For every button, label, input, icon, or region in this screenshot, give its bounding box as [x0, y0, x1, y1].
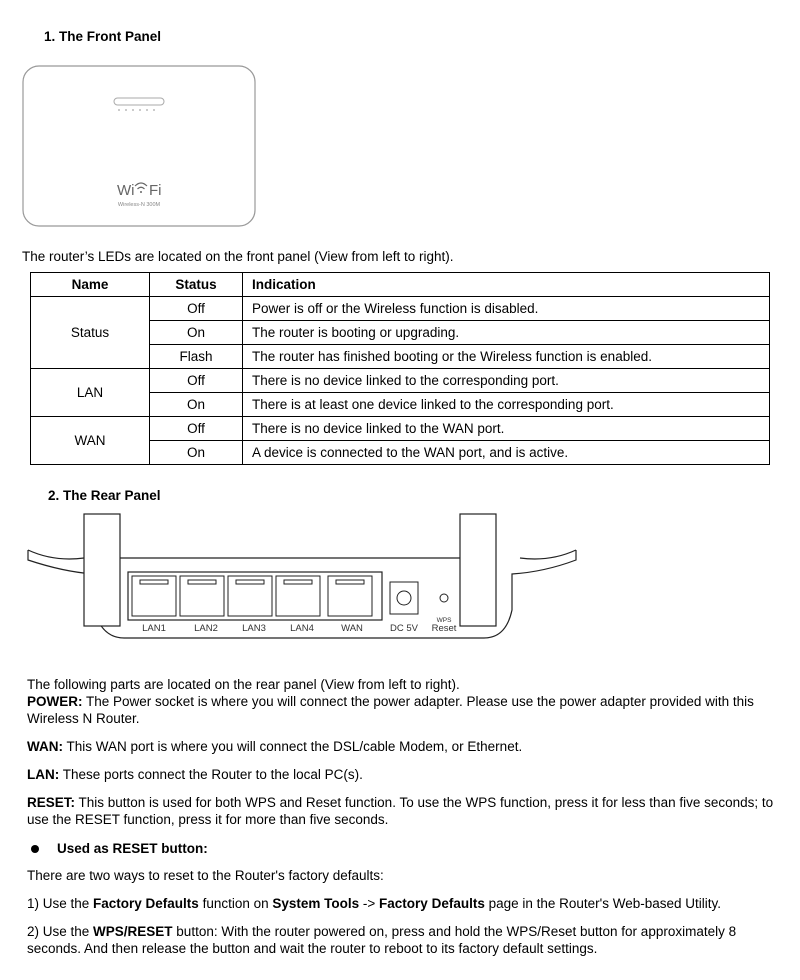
table-row [31, 297, 770, 321]
reset-desc: This button is used for both WPS and Reset function. To use the WPS function, press it for less than five seconds; to use the RESET function, press it for more than five seconds. [27, 795, 774, 827]
reset-label: Reset [431, 623, 457, 634]
wan-description [27, 738, 777, 755]
port-label-lan4: LAN4 [290, 623, 314, 634]
header-indication: Indication [243, 273, 770, 297]
table-row [31, 417, 770, 441]
led-indication-cell: The router is booting or upgrading. [243, 321, 770, 345]
reset-method-2: 2) Use the WPS/RESET button: With the router powered on, press and hold the WPS/Reset button for approximately 8 seconds. And then release the button and wait the router to reboot to its factory default settings. [27, 924, 737, 956]
wan-desc: This WAN port is where you will connect the DSL/cable Modem, or Ethernet. [63, 739, 523, 754]
led-status-cell: Flash [150, 345, 243, 369]
lan-term: LAN: [27, 767, 60, 782]
led-status-cell: On [150, 321, 243, 345]
led-status-cell: Off [150, 369, 243, 393]
rear-port-icons [132, 576, 448, 616]
reset-method-1: 1) Use the Factory Defaults function on System Tools -> Factory Defaults page in the Router's Web-based Utility. [27, 896, 722, 911]
power-description [27, 693, 777, 727]
reset-methods-intro: There are two ways to reset to the Router's factory defaults: [27, 868, 384, 883]
lan-desc: These ports connect the Router to the local PC(s). [59, 767, 363, 782]
led-table [30, 272, 770, 465]
reset-bullet-heading: Used as RESET button: [27, 840, 208, 857]
port-label-lan2: LAN2 [194, 623, 218, 634]
power-desc: The Power socket is where you will connect the power adapter. Please use the power adapter provided with this Wireless N Router. [27, 694, 754, 726]
wifi-logo-subtext: Wireless-N 300M [117, 202, 161, 208]
rear-panel-heading: 2. The Rear Panel [48, 488, 161, 503]
led-status-cell: On [150, 393, 243, 417]
led-name-lan: LAN [31, 369, 150, 417]
front-panel-heading: 1. The Front Panel [44, 29, 162, 44]
wps-label: WPS [436, 617, 452, 624]
led-indication-cell: There is no device linked to the WAN port. [243, 417, 770, 441]
led-name-status: Status [31, 297, 150, 369]
wan-term: WAN: [27, 739, 63, 754]
wifi-logo-text-left: Wi [117, 182, 135, 199]
led-indication-cell: A device is connected to the WAN port, and is active. [243, 441, 770, 465]
front-panel-illustration [22, 65, 256, 227]
led-status-cell: Off [150, 297, 243, 321]
led-indication-cell: The router has finished booting or the Wireless function is enabled. [243, 345, 770, 369]
led-name-wan: WAN [31, 417, 150, 465]
lan-description [27, 766, 777, 783]
power-port-label: DC 5V [390, 623, 418, 634]
header-status: Status [150, 273, 243, 297]
led-intro-text: The router’s LEDs are located on the front panel (View from left to right). [22, 249, 454, 264]
led-table-header-row [31, 273, 770, 297]
led-status-cell: Off [150, 417, 243, 441]
power-term: POWER: [27, 694, 83, 709]
table-row [31, 369, 770, 393]
port-label-lan1: LAN1 [142, 623, 166, 634]
wifi-logo-text-right: Fi [149, 182, 162, 199]
led-status-cell: On [150, 441, 243, 465]
rear-intro-text: The following parts are located on the rear panel (View from left to right). [27, 677, 460, 692]
header-name: Name [31, 273, 150, 297]
led-indication-cell: There is no device linked to the corresponding port. [243, 369, 770, 393]
bullet-dot-icon [31, 845, 39, 853]
led-indication-cell: Power is off or the Wireless function is disabled. [243, 297, 770, 321]
reset-description [27, 794, 777, 828]
port-label-lan3: LAN3 [242, 623, 266, 634]
led-indication-cell: There is at least one device linked to the corresponding port. [243, 393, 770, 417]
rear-panel-illustration [24, 510, 580, 652]
port-label-wan: WAN [341, 623, 363, 634]
reset-term: RESET: [27, 795, 76, 810]
